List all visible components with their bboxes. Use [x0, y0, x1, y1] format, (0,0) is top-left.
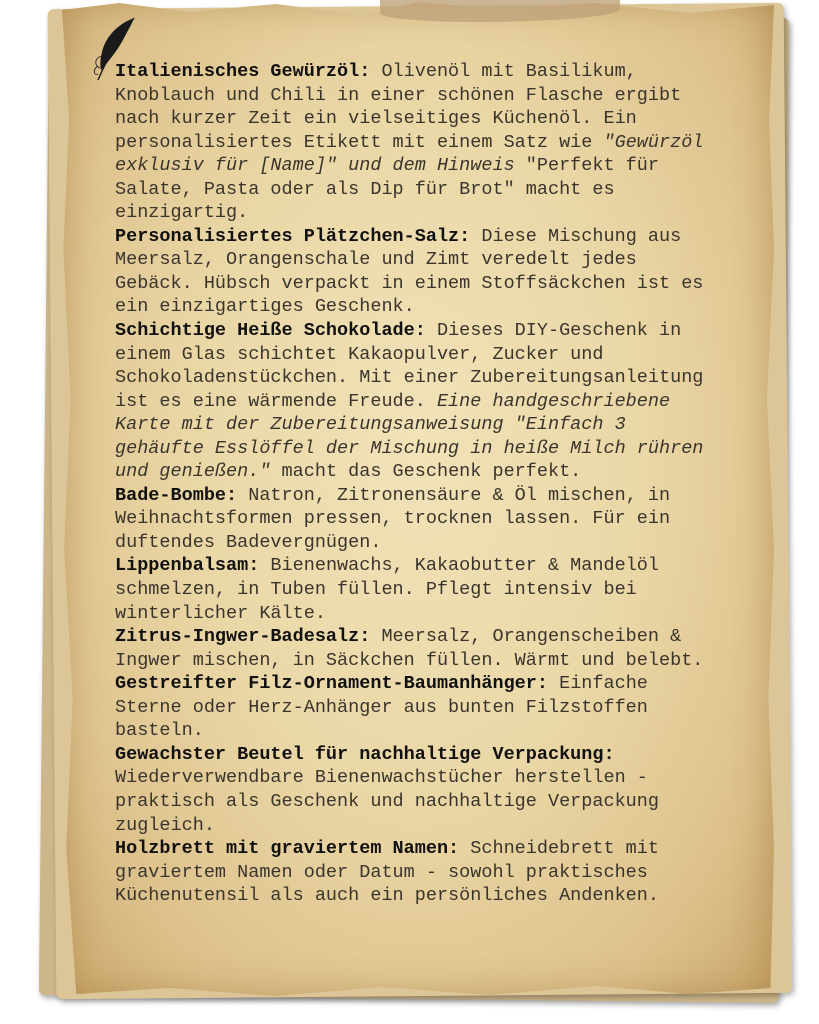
- gift-idea-item: [115, 743, 720, 837]
- gift-idea-description: Bienenwachs, Kakaobutter & Mandelöl schmelzen, in Tuben füllen. Pflegt intensiv bei winterlicher Kälte.: [115, 555, 659, 624]
- gift-idea-item: [115, 60, 720, 225]
- gift-idea-description: macht das Geschenk perfekt.: [270, 461, 582, 483]
- gift-idea-item: [115, 625, 720, 672]
- gift-idea-description: Einfache Sterne oder Herz-Anhänger aus bunten Filzstoffen basteln.: [115, 673, 648, 742]
- gift-idea-description: Natron, Zitronensäure & Öl mischen, in Weihnachtsformen pressen, trocknen lassen. Für ein duftendes Badevergnügen.: [115, 484, 671, 553]
- gift-idea-title: Zitrus-Ingwer-Badesalz:: [115, 626, 371, 648]
- gift-idea-description: "Perfekt für Salate, Pasta oder als Dip für Brot" macht es einzigartig.: [115, 155, 659, 224]
- gift-idea-title: Lippenbalsam:: [115, 555, 260, 577]
- gift-idea-item: [115, 484, 720, 555]
- gift-idea-title: Schichtige Heiße Schokolade:: [115, 320, 426, 342]
- gift-idea-description: Olivenöl mit Basilikum, Knoblauch und Chili in einer schönen Flasche ergibt nach kurzer Zeit ein vielseitiges Küchenöl. Ein personalisiertes Etikett mit einem Satz wie: [115, 61, 682, 153]
- gift-idea-item: [115, 837, 720, 908]
- gift-idea-description: Dieses DIY-Geschenk in einem Glas schichtet Kakaopulver, Zucker und Schokoladenstückchen. Mit einer Zubereitungsanleitung ist es eine wärmende Freude.: [115, 320, 704, 412]
- gift-idea-description: Diese Mischung aus Meersalz, Orangenschale und Zimt veredelt jedes Gebäck. Hübsch verpackt in einem Stoffsäckchen ist es ein einzigartiges Geschenk.: [115, 225, 704, 318]
- gift-idea-title: Personalisiertes Plätzchen-Salz:: [115, 225, 471, 247]
- gift-idea-title: Holzbrett mit graviertem Namen:: [115, 838, 460, 860]
- gift-idea-quote: "Gewürzöl exklusiv für [Name]" und dem Hinweis: [115, 131, 704, 177]
- gift-idea-item: [115, 554, 720, 625]
- gift-idea-item: [115, 225, 720, 319]
- gift-idea-title: Gestreifter Filz-Ornament-Baumanhänger:: [115, 673, 548, 695]
- gift-idea-title: Bade-Bombe:: [115, 484, 238, 506]
- gift-idea-item: [115, 319, 720, 484]
- gift-idea-title: Italienisches Gewürzöl:: [115, 61, 371, 82]
- gift-ideas-list: [115, 60, 720, 908]
- gift-idea-description: Meersalz, Orangenscheiben & Ingwer mischen, in Säckchen füllen. Wärmt und belebt.: [115, 626, 704, 671]
- gift-idea-description: Schneidebrett mit graviertem Namen oder Datum - sowohl praktisches Küchenutensil als auch ein persönliches Andenken.: [115, 838, 659, 907]
- gift-idea-title: Gewachster Beutel für nachhaltige Verpackung:: [115, 743, 615, 765]
- gift-idea-item: [115, 672, 720, 743]
- gift-idea-description: Wiederverwendbare Bienenwachstücher herstellen - praktisch als Geschenk und nachhaltige Verpackung zugleich.: [115, 767, 659, 836]
- gift-idea-quote: Eine handgeschriebene Karte mit der Zubereitungsanweisung "Einfach 3 gehäufte Esslöffel der Mischung in heiße Milch rühren und genießen.": [115, 390, 704, 483]
